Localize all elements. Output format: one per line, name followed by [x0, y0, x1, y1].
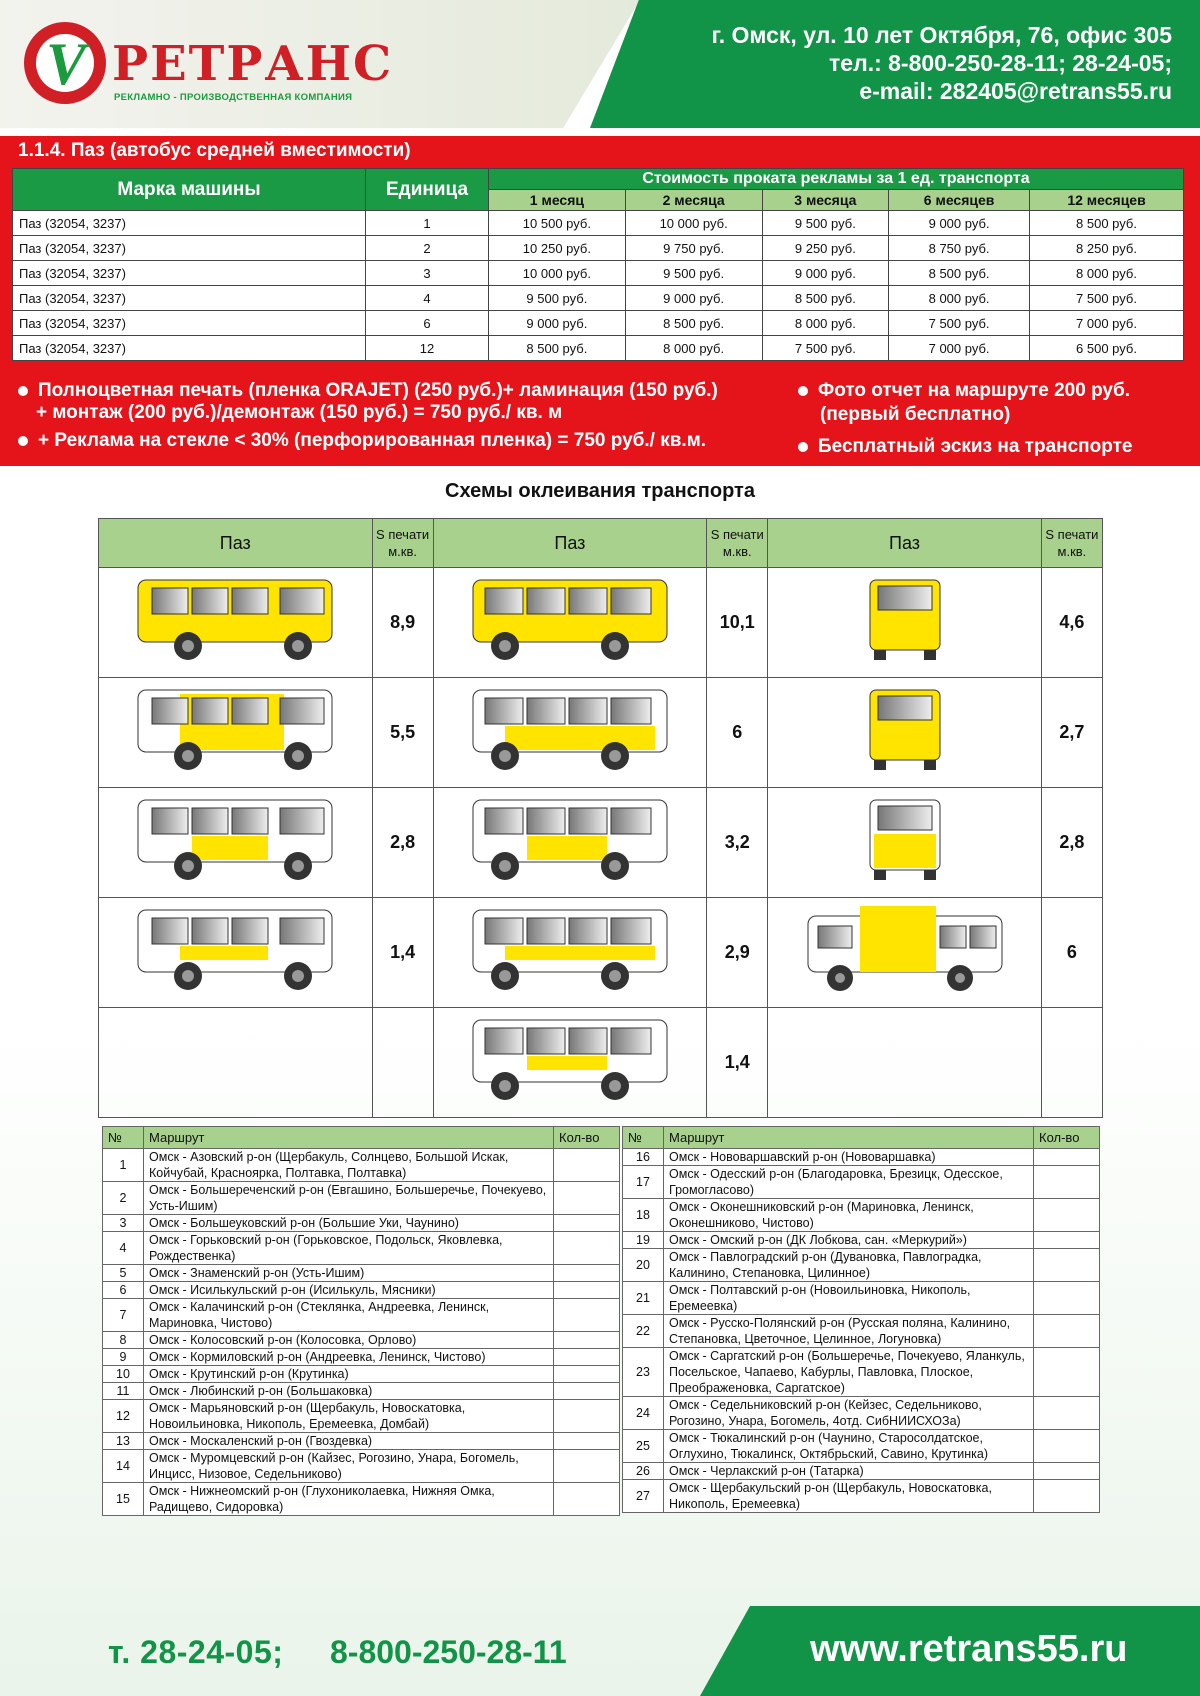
col-qty-header: Кол-во	[554, 1127, 620, 1149]
table-row	[623, 1249, 1100, 1282]
print-area-value	[372, 1008, 433, 1118]
table-row	[623, 1282, 1100, 1315]
route-qty	[554, 1366, 620, 1383]
route-qty	[1034, 1149, 1100, 1166]
table-row	[13, 236, 1184, 261]
route-name: Омск - Тюкалинский р-он (Чаунино, Старосолдатское, Оглухино, Тюкалинск, Октябрьский, Савино, Крутинка)	[664, 1430, 1034, 1463]
route-number: 4	[103, 1232, 144, 1265]
scheme-col-s-line1: S печати	[1045, 527, 1099, 542]
table-row	[103, 1182, 620, 1215]
brand-cell: Паз (32054, 3237)	[13, 236, 366, 261]
scheme-col-bus: Паз	[768, 519, 1042, 568]
route-name: Омск - Щербакульский р-он (Щербакуль, Новоскатовка, Никополь, Еремеевка)	[664, 1480, 1034, 1513]
bullet-print-line2: + монтаж (200 руб.)/демонтаж (150 руб.) = 750 руб./ кв. м	[36, 402, 563, 423]
table-row	[623, 1149, 1100, 1166]
col-route-header: Маршрут	[144, 1127, 554, 1149]
price-cell: 9 000 руб.	[489, 311, 626, 336]
print-area-value: 3,2	[707, 788, 768, 898]
brand-cell: Паз (32054, 3237)	[13, 286, 366, 311]
route-number: 2	[103, 1182, 144, 1215]
scheme-title: Схемы оклеивания транспорта	[445, 480, 755, 502]
bullet-dot-icon	[18, 386, 28, 396]
scheme-col-bus: Паз	[433, 519, 707, 568]
print-area-value: 1,4	[372, 898, 433, 1008]
bullet-glass	[18, 430, 706, 452]
route-qty	[1034, 1397, 1100, 1430]
route-qty	[1034, 1480, 1100, 1513]
scheme-row	[99, 898, 1103, 1008]
route-name: Омск - Черлакский р-он (Татарка)	[664, 1463, 1034, 1480]
footer-phone-local[interactable]: т. 28-24-05;	[108, 1634, 284, 1670]
route-name: Омск - Нижнеомский р-он (Глухониколаевка, Нижняя Омка, Радищево, Сидоровка)	[144, 1483, 554, 1516]
header-email[interactable]: e-mail: 282405@retrans55.ru	[859, 78, 1172, 104]
price-cell: 8 500 руб.	[762, 286, 889, 311]
price-cell: 8 000 руб.	[625, 336, 762, 361]
table-row	[103, 1299, 620, 1332]
empty-cell	[99, 1008, 373, 1118]
price-cell: 10 000 руб.	[625, 211, 762, 236]
scheme-col-s-line2: м.кв.	[1057, 544, 1087, 559]
route-number: 1	[103, 1149, 144, 1182]
brand-cell: Паз (32054, 3237)	[13, 261, 366, 286]
route-name: Омск - Одесский р-он (Благодаровка, Брезицк, Одесское, Громогласово)	[664, 1166, 1034, 1199]
price-cell: 9 750 руб.	[625, 236, 762, 261]
route-name: Омск - Крутинский р-он (Крутинка)	[144, 1366, 554, 1383]
route-number: 18	[623, 1199, 664, 1232]
price-cell: 8 000 руб.	[762, 311, 889, 336]
route-name: Омск - Марьяновский р-он (Щербакуль, Новоскатовка, Новоильиновка, Никополь, Еремеевка, Домбай)	[144, 1400, 554, 1433]
period-header: 12 месяцев	[1030, 190, 1184, 211]
table-row	[103, 1215, 620, 1232]
price-cell: 7 000 руб.	[889, 336, 1030, 361]
table-row	[623, 1480, 1100, 1513]
route-number: 12	[103, 1400, 144, 1433]
price-cell: 7 500 руб.	[889, 311, 1030, 336]
route-number: 8	[103, 1332, 144, 1349]
route-number: 9	[103, 1349, 144, 1366]
route-number: 11	[103, 1383, 144, 1400]
col-qty-header: Кол-во	[1034, 1127, 1100, 1149]
price-cell: 10 500 руб.	[489, 211, 626, 236]
price-cell: 7 500 руб.	[762, 336, 889, 361]
route-qty	[554, 1433, 620, 1450]
bullet-dot-icon	[798, 442, 808, 452]
table-row	[103, 1383, 620, 1400]
print-area-value: 6	[1041, 898, 1102, 1008]
route-name: Омск - Кормиловский р-он (Андреевка, Ленинск, Чистово)	[144, 1349, 554, 1366]
route-name: Омск - Омский р-он (ДК Лобкова, сан. «Меркурий»)	[664, 1232, 1034, 1249]
bus-side-partial-wrap-image	[433, 678, 707, 788]
scheme-col-s-line2: м.кв.	[388, 544, 417, 559]
route-qty	[554, 1483, 620, 1516]
table-row	[103, 1265, 620, 1282]
bus-side-partial-wrap-image	[433, 1008, 707, 1118]
route-name: Омск - Большереченский р-он (Евгашино, Большеречье, Почекуево, Усть-Ишим)	[144, 1182, 554, 1215]
scheme-col-s	[1041, 519, 1102, 568]
table-row	[623, 1232, 1100, 1249]
route-number: 19	[623, 1232, 664, 1249]
price-cell: 8 750 руб.	[889, 236, 1030, 261]
route-qty	[554, 1265, 620, 1282]
route-qty	[1034, 1166, 1100, 1199]
route-qty	[1034, 1232, 1100, 1249]
brand-cell: Паз (32054, 3237)	[13, 211, 366, 236]
print-area-value: 1,4	[707, 1008, 768, 1118]
route-name: Омск - Муромцевский р-он (Кайзес, Рогозино, Унара, Богомель, Инцисс, Низовое, Седельниково)	[144, 1450, 554, 1483]
print-area-value: 6	[707, 678, 768, 788]
price-cell: 6 500 руб.	[1030, 336, 1184, 361]
table-row	[103, 1282, 620, 1299]
table-row	[623, 1348, 1100, 1397]
price-cell: 7 500 руб.	[1030, 286, 1184, 311]
route-name: Омск - Москаленский р-он (Гвоздевка)	[144, 1433, 554, 1450]
route-qty	[1034, 1463, 1100, 1480]
scheme-col-s-line1: S печати	[376, 527, 430, 542]
col-no-header: №	[623, 1127, 664, 1149]
table-row	[103, 1349, 620, 1366]
route-number: 21	[623, 1282, 664, 1315]
route-number: 5	[103, 1265, 144, 1282]
unit-cell: 1	[366, 211, 489, 236]
price-cell: 8 500 руб.	[1030, 211, 1184, 236]
table-row	[623, 1166, 1100, 1199]
period-header: 2 месяца	[625, 190, 762, 211]
route-qty	[554, 1400, 620, 1433]
route-qty	[1034, 1199, 1100, 1232]
scheme-row	[99, 1008, 1103, 1118]
price-cell: 9 250 руб.	[762, 236, 889, 261]
route-name: Омск - Колосовский р-он (Колосовка, Орлово)	[144, 1332, 554, 1349]
price-cell: 8 000 руб.	[889, 286, 1030, 311]
bus-side-full-wrap-image	[99, 568, 373, 678]
unit-cell: 12	[366, 336, 489, 361]
route-number: 3	[103, 1215, 144, 1232]
scheme-row	[99, 568, 1103, 678]
route-number: 6	[103, 1282, 144, 1299]
scheme-row	[99, 788, 1103, 898]
bus-side-full-wrap-image	[433, 568, 707, 678]
table-row	[623, 1199, 1100, 1232]
route-qty	[554, 1232, 620, 1265]
print-area-value: 2,7	[1041, 678, 1102, 788]
price-cell: 8 250 руб.	[1030, 236, 1184, 261]
table-row	[13, 336, 1184, 361]
table-row	[623, 1463, 1100, 1480]
bus-rear-full-wrap-image	[768, 568, 1042, 678]
print-area-value: 2,9	[707, 898, 768, 1008]
route-name: Омск - Любинский р-он (Большаковка)	[144, 1383, 554, 1400]
print-area-value: 2,8	[372, 788, 433, 898]
price-cell: 9 000 руб.	[625, 286, 762, 311]
bus-rear-partial-wrap-image	[768, 788, 1042, 898]
bullet-photo-line2: (первый бесплатно)	[820, 404, 1011, 425]
bullet-glass-text: + Реклама на стекле < 30% (перфорированная пленка) = 750 руб./ кв.м.	[38, 430, 707, 451]
route-number: 10	[103, 1366, 144, 1383]
route-qty	[1034, 1315, 1100, 1348]
period-header: 3 месяца	[762, 190, 889, 211]
unit-cell: 6	[366, 311, 489, 336]
route-name: Омск - Калачинский р-он (Стеклянка, Андреевка, Ленинск, Мариновка, Чистово)	[144, 1299, 554, 1332]
route-number: 24	[623, 1397, 664, 1430]
print-area-value	[1041, 1008, 1102, 1118]
col-route-header: Маршрут	[664, 1127, 1034, 1149]
price-cell: 9 500 руб.	[489, 286, 626, 311]
logo-v-icon: V	[46, 31, 87, 97]
route-name: Омск - Саргатский р-он (Большеречье, Почекуево, Яланкуль, Посельское, Чапаево, Кабурлы, Павловка, Плоское, Преображеновка, Саргатское)	[664, 1348, 1034, 1397]
bus-rear-partial-wrap-image	[768, 678, 1042, 788]
route-number: 27	[623, 1480, 664, 1513]
print-area-value: 8,9	[372, 568, 433, 678]
period-header: 1 месяц	[489, 190, 626, 211]
scheme-col-s	[707, 519, 768, 568]
route-name: Омск - Оконешниковский р-он (Мариновка, Ленинск, Оконешниково, Чистово)	[664, 1199, 1034, 1232]
route-qty	[1034, 1348, 1100, 1397]
price-cell: 8 500 руб.	[489, 336, 626, 361]
route-qty	[554, 1182, 620, 1215]
route-name: Омск - Большеуковский р-он (Большие Уки, Чаунино)	[144, 1215, 554, 1232]
logo-text: РЕТРАНС	[112, 36, 394, 92]
bullet-print	[18, 380, 718, 402]
print-area-value: 5,5	[372, 678, 433, 788]
price-cell: 8 500 руб.	[625, 311, 762, 336]
routes-left-body	[103, 1149, 620, 1516]
empty-cell	[768, 1008, 1042, 1118]
col-no-header: №	[103, 1127, 144, 1149]
header-address: г. Омск, ул. 10 лет Октября, 76, офис 305	[711, 22, 1172, 48]
price-cell: 10 250 руб.	[489, 236, 626, 261]
route-name: Омск - Павлоградский р-он (Дувановка, Павлоградка, Калинино, Степановка, Цилинное)	[664, 1249, 1034, 1282]
route-qty	[554, 1332, 620, 1349]
price-cell: 9 000 руб.	[762, 261, 889, 286]
route-qty	[554, 1215, 620, 1232]
bullet-sketch-text: Бесплатный эскиз на транспорте	[818, 436, 1133, 457]
scheme-row	[99, 678, 1103, 788]
price-cell: 8 500 руб.	[889, 261, 1030, 286]
price-cell: 8 000 руб.	[1030, 261, 1184, 286]
price-cell: 9 000 руб.	[889, 211, 1030, 236]
bullet-dot-icon	[18, 436, 28, 446]
route-name: Омск - Седельниковский р-он (Кейзес, Седельниково, Рогозино, Унара, Богомель, 4отд. СибНИИСХОЗа)	[664, 1397, 1034, 1430]
route-number: 22	[623, 1315, 664, 1348]
brand-cell: Паз (32054, 3237)	[13, 311, 366, 336]
unit-cell: 3	[366, 261, 489, 286]
route-number: 13	[103, 1433, 144, 1450]
bullet-dot-icon	[798, 386, 808, 396]
print-area-value: 2,8	[1041, 788, 1102, 898]
route-name: Омск - Исилькульский р-он (Исилькуль, Мясники)	[144, 1282, 554, 1299]
routes-table-left	[102, 1126, 620, 1516]
price-table	[12, 168, 1184, 361]
table-row	[103, 1332, 620, 1349]
route-number: 20	[623, 1249, 664, 1282]
table-row	[103, 1400, 620, 1433]
price-cell: 9 500 руб.	[625, 261, 762, 286]
table-row	[103, 1232, 620, 1265]
table-row	[13, 286, 1184, 311]
bus-side-partial-wrap-image	[99, 898, 373, 1008]
table-row	[103, 1149, 620, 1182]
header-phone[interactable]: тел.: 8-800-250-28-11; 28-24-05;	[829, 50, 1172, 76]
scheme-col-bus: Паз	[99, 519, 373, 568]
route-qty	[554, 1450, 620, 1483]
route-qty	[1034, 1282, 1100, 1315]
route-qty	[1034, 1430, 1100, 1463]
price-cell: 9 500 руб.	[762, 211, 889, 236]
footer-website-link[interactable]: www.retrans55.ru	[810, 1628, 1128, 1670]
brand-cell: Паз (32054, 3237)	[13, 336, 366, 361]
section-title: 1.1.4. Паз (автобус средней вместимости)	[18, 140, 411, 161]
scheme-col-s-line1: S печати	[710, 527, 764, 542]
route-qty	[554, 1299, 620, 1332]
price-cell: 7 000 руб.	[1030, 311, 1184, 336]
bullet-photo-line1: Фото отчет на маршруте 200 руб.	[818, 380, 1131, 401]
route-name: Омск - Горьковский р-он (Горьковское, Подольск, Яковлевка, Рождественка)	[144, 1232, 554, 1265]
route-name: Омск - Полтавский р-он (Новоильиновка, Никополь, Еремеевка)	[664, 1282, 1034, 1315]
table-row	[13, 211, 1184, 236]
bullet-sketch	[798, 436, 1133, 458]
bus-side-partial-wrap-image	[433, 898, 707, 1008]
unit-cell: 4	[366, 286, 489, 311]
routes-right-body	[623, 1149, 1100, 1513]
table-row	[103, 1483, 620, 1516]
route-number: 23	[623, 1348, 664, 1397]
table-row	[13, 261, 1184, 286]
route-qty	[554, 1383, 620, 1400]
bus-side-partial-wrap-image	[99, 788, 373, 898]
print-area-value: 4,6	[1041, 568, 1102, 678]
logo-subtitle: РЕКЛАМНО - ПРОИЗВОДСТВЕННАЯ КОМПАНИЯ	[114, 92, 353, 103]
route-number: 16	[623, 1149, 664, 1166]
route-number: 15	[103, 1483, 144, 1516]
route-qty	[1034, 1249, 1100, 1282]
col-unit-header: Единица	[366, 169, 489, 211]
scheme-col-s-line2: м.кв.	[722, 544, 752, 559]
table-row	[103, 1366, 620, 1383]
bus-side-partial-wrap-image	[433, 788, 707, 898]
print-area-value: 10,1	[707, 568, 768, 678]
scheme-table	[98, 518, 1103, 1118]
bus-side-center-wrap-image	[768, 898, 1042, 1008]
route-number: 26	[623, 1463, 664, 1480]
route-name: Омск - Азовский р-он (Щербакуль, Солнцево, Большой Искак, Койчубай, Красноярка, Полтавка, Полтавка)	[144, 1149, 554, 1182]
bullet-photo	[798, 380, 1130, 402]
col-brand-header: Марка машины	[13, 169, 366, 211]
route-qty	[554, 1149, 620, 1182]
route-number: 14	[103, 1450, 144, 1483]
route-name: Омск - Знаменский р-он (Усть-Ишим)	[144, 1265, 554, 1282]
period-header: 6 месяцев	[889, 190, 1030, 211]
route-number: 17	[623, 1166, 664, 1199]
route-qty	[554, 1282, 620, 1299]
route-number: 7	[103, 1299, 144, 1332]
table-row	[623, 1397, 1100, 1430]
route-number: 25	[623, 1430, 664, 1463]
unit-cell: 2	[366, 236, 489, 261]
table-row	[103, 1433, 620, 1450]
col-cost-header: Стоимость проката рекламы за 1 ед. транспорта	[489, 169, 1184, 190]
table-row	[623, 1430, 1100, 1463]
route-name: Омск - Нововаршавский р-он (Нововаршавка)	[664, 1149, 1034, 1166]
footer-phone-free[interactable]: 8-800-250-28-11	[330, 1634, 567, 1670]
route-name: Омск - Русско-Полянский р-он (Русская поляна, Калинино, Степановка, Цветочное, Целинное, Логуновка)	[664, 1315, 1034, 1348]
scheme-col-s	[372, 519, 433, 568]
routes-table-right	[622, 1126, 1100, 1513]
price-cell: 10 000 руб.	[489, 261, 626, 286]
table-row	[623, 1315, 1100, 1348]
route-qty	[554, 1349, 620, 1366]
table-row	[103, 1450, 620, 1483]
bus-side-partial-wrap-image	[99, 678, 373, 788]
bullet-print-line1: Полноцветная печать (пленка ORAJET) (250 руб.)+ ламинация (150 руб.)	[38, 380, 718, 401]
table-row	[13, 311, 1184, 336]
